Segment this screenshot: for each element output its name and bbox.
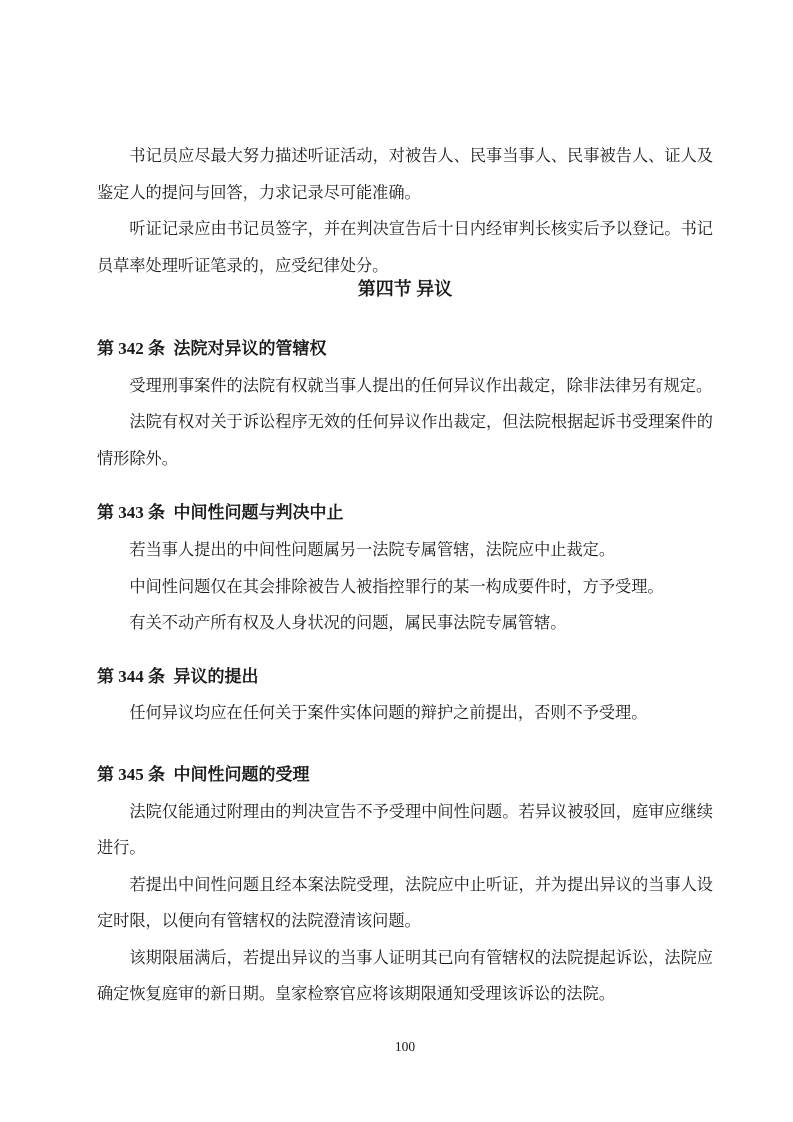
intro-paragraph: 书记员应尽最大努力描述听证活动，对被告人、民事当事人、民事被告人、证人及鉴定人的提问与回答，力求记录尽可能准确。	[97, 147, 713, 202]
article-title: 异议的提出	[173, 666, 259, 686]
article-heading	[97, 495, 713, 532]
article-342	[97, 331, 713, 477]
article-345	[97, 757, 713, 1013]
article-title: 中间性问题与判决中止	[173, 503, 344, 523]
page-content	[97, 138, 713, 1013]
article-number: 第 342 条	[97, 338, 165, 358]
article-number: 第 343 条	[97, 503, 165, 523]
article-number: 第 345 条	[97, 764, 165, 784]
article-number: 第 344 条	[97, 666, 165, 686]
section-heading: 第四节 异议	[357, 279, 453, 300]
article-343	[97, 495, 713, 641]
article-paragraph: 法院仅能通过附理由的判决宣告不予受理中间性问题。若异议被驳回，庭审应继续进行。	[97, 802, 713, 858]
intro-paragraph: 听证记录应由书记员签字，并在判决宣告后十日内经审判长核实后予以登记。书记员草率处理听证笔录的，应受纪律处分。	[97, 220, 713, 275]
article-paragraph: 该期限届满后，若提出异议的当事人证明其已向有管辖权的法院提起诉讼，法院应确定恢复庭审的新日期。皇家检察官应将该期限通知受理该诉讼的法院。	[97, 948, 713, 1004]
article-paragraph: 法院有权对关于诉讼程序无效的任何异议作出裁定，但法院根据起诉书受理案件的情形除外。	[97, 413, 713, 468]
article-title: 法院对异议的管辖权	[173, 338, 327, 358]
article-paragraph: 受理刑事案件的法院有权就当事人提出的任何异议作出裁定，除非法律另有规定。	[129, 376, 713, 395]
article-paragraph: 中间性问题仅在其会排除被告人被指控罪行的某一构成要件时，方予受理。	[129, 577, 664, 596]
article-paragraph: 若当事人提出的中间性问题属另一法院专属管辖，法院应中止裁定。	[129, 540, 616, 559]
article-paragraph: 有关不动产所有权及人身状况的问题，属民事法院专属管辖。	[129, 614, 567, 633]
article-344	[97, 659, 713, 732]
article-heading	[97, 659, 713, 696]
article-heading	[97, 331, 713, 368]
article-title: 中间性问题的受理	[173, 764, 310, 784]
article-paragraph: 任何异议均应在任何关于案件实体问题的辩护之前提出，否则不予受理。	[129, 704, 648, 723]
article-heading	[97, 757, 713, 794]
article-paragraph: 若提出中间性问题且经本案法院受理，法院应中止听证，并为提出异议的当事人设定时限，以便向有管辖权的法院澄清该问题。	[97, 875, 713, 931]
page-number: 100	[394, 1039, 416, 1054]
